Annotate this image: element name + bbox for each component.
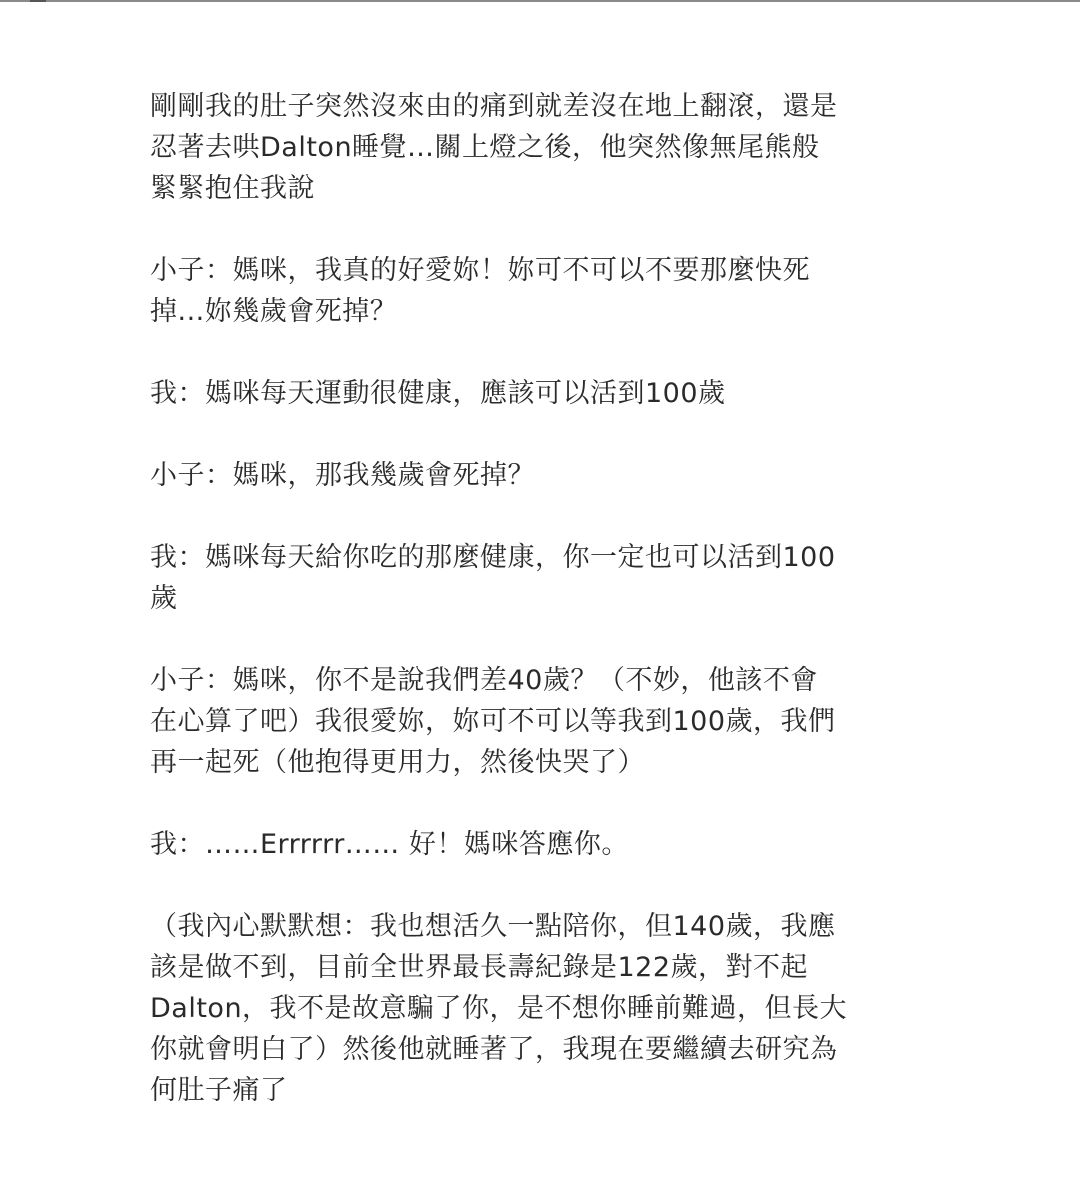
paragraph-child-question-2: 小子：媽咪，那我幾歲會死掉？: [150, 460, 535, 491]
paragraph-child-question-1: 小子：媽咪，我真的好愛妳！妳可不可以不要那麼快死 掉...妳幾歲會死掉？: [150, 255, 810, 327]
paragraph-mom-answer-2: 我：媽咪每天給你吃的那麼健康，你一定也可以活到100 歲: [150, 542, 836, 614]
paragraph-child-request: 小子：媽咪，你不是說我們差40歲？（不妙，他該不會 在心算了吧）我很愛妳，妳可不可以等我到100歲，我們 再一起死（他抱得更用力，然後快哭了）: [150, 665, 836, 778]
corner-mark: [30, 0, 46, 7]
paragraph-inner-thought: （我內心默默想：我也想活久一點陪你，但140歲，我應 該是做不到，目前全世界最長壽紀錄是122歲，對不起 Dalton，我不是故意騙了你，是不想你睡前難過，但長大 你就會明白了）然後他就睡著了，我現在要繼續去研究為 何肚子痛了: [150, 911, 848, 1106]
post-body: [150, 86, 870, 1111]
paragraph-mom-promise: 我：……Errrrrr…… 好！媽咪答應你。: [150, 829, 629, 860]
paragraph-intro: 剛剛我的肚子突然沒來由的痛到就差沒在地上翻滾，還是 忍著去哄Dalton睡覺…關上燈之後，他突然像無尾熊般 緊緊抱住我說: [150, 91, 838, 204]
paragraph-mom-answer-1: 我：媽咪每天運動很健康，應該可以活到100歲: [150, 378, 726, 409]
top-border-line: [0, 0, 1080, 2]
